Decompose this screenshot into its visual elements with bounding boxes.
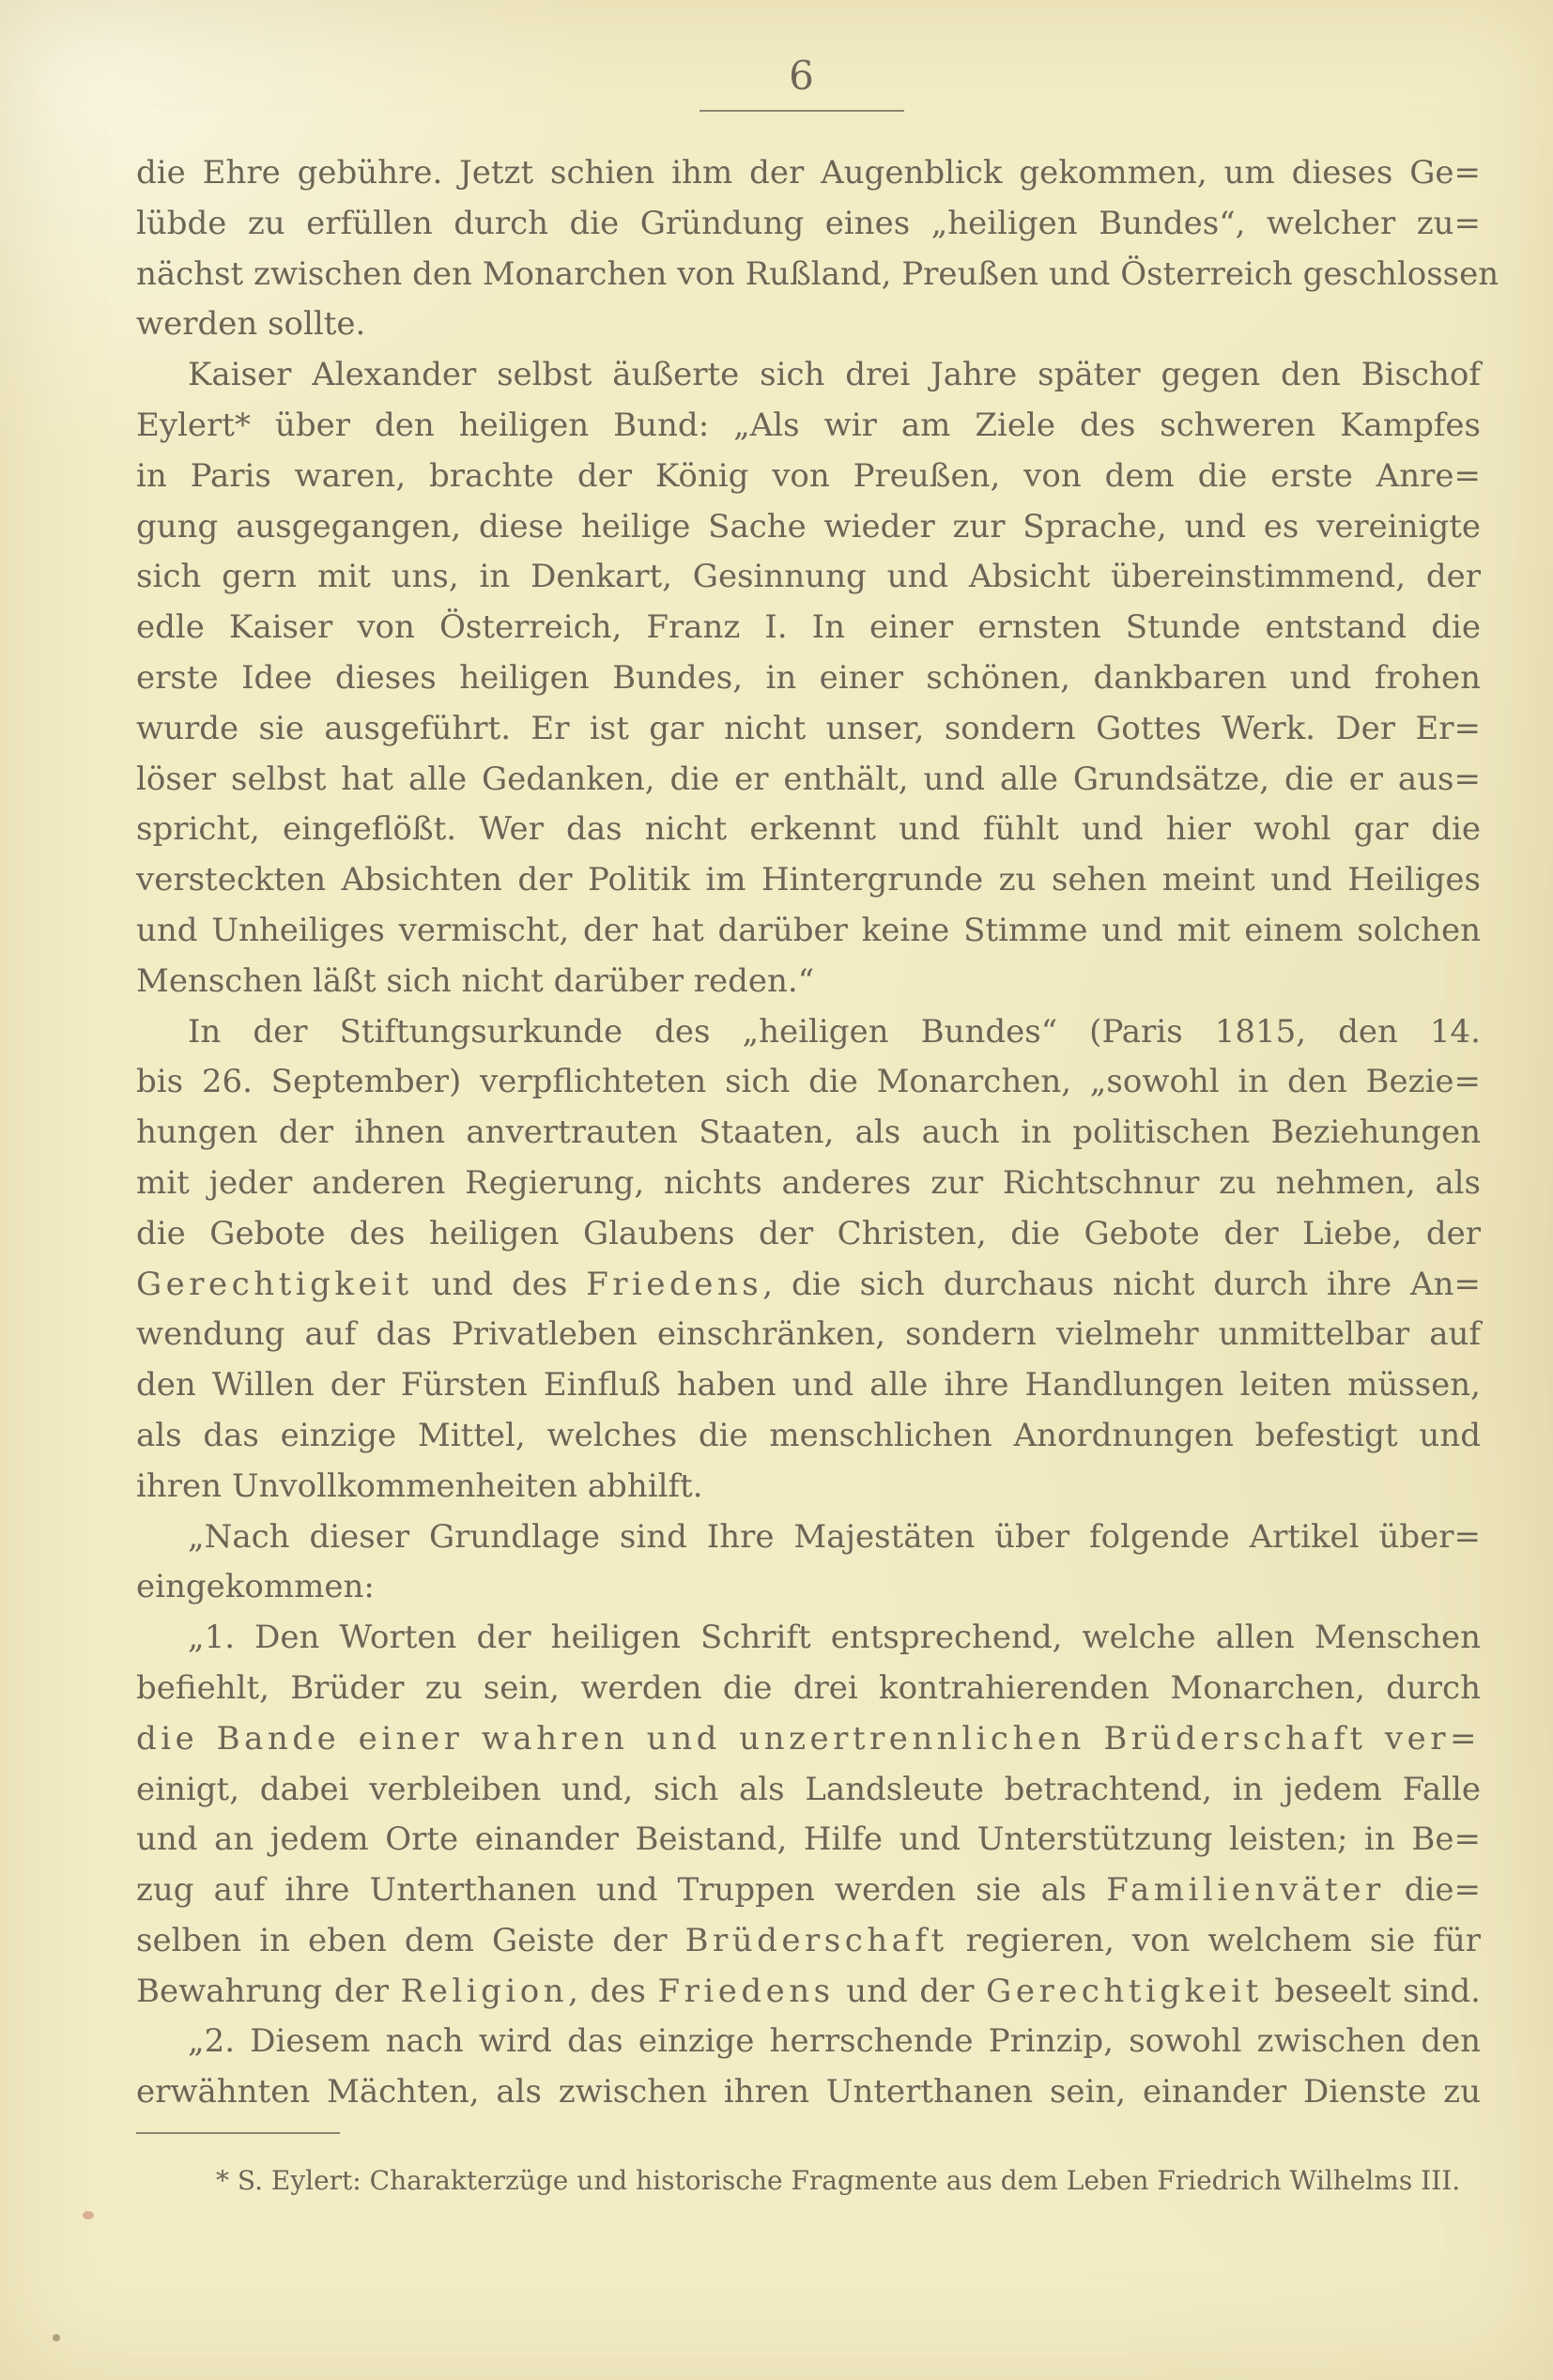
text-line <box>136 1815 1481 1866</box>
text-line <box>136 350 1481 401</box>
text-line <box>136 1159 1481 1209</box>
text-line <box>136 1108 1481 1159</box>
text-segment: , des <box>568 1972 658 2010</box>
text-segment: „Nach dieser Grundlage sind Ihre Majestäten über folgende Artikel über= <box>188 1517 1481 1556</box>
text-line <box>136 299 1481 350</box>
text-line <box>136 552 1481 603</box>
text-segment: versteckten Absichten der Politik im Hintergrunde zu sehen meint und Heiliges <box>136 861 1481 899</box>
text-line <box>136 1360 1481 1411</box>
text-line <box>136 1057 1481 1108</box>
text-segment: die= <box>1384 1871 1481 1910</box>
text-segment: werden sollte. <box>136 305 366 344</box>
text-line <box>136 1613 1481 1664</box>
text-line <box>136 250 1499 300</box>
text-segment: Kaiser Alexander selbst äußerte sich drei Jahre später gegen den Bischof <box>188 356 1481 394</box>
text-segment: In der Stiftungsurkunde des „heiligen Bundes“ (Paris 1815, den 14. <box>188 1012 1481 1051</box>
text-segment: eingekommen: <box>136 1568 375 1606</box>
text-segment: in Paris waren, brachte der König von Preußen, von dem die erste Anre= <box>136 456 1481 495</box>
text-segment: edle Kaiser von Österreich, Franz I. In einer ernsten Stunde entstand die <box>136 608 1481 647</box>
text-segment: die Gebote des heiligen Glaubens der Christen, die Gebote der Liebe, der <box>136 1214 1481 1252</box>
emphasized-text: Friedens <box>657 1972 835 2010</box>
text-segment: als das einzige Mittel, welches die menschlichen Anordnungen befestigt und <box>136 1416 1481 1454</box>
text-segment: und Unheiliges vermischt, der hat darüber keine Stimme und mit einem solchen <box>136 911 1481 949</box>
text-line <box>136 1310 1481 1360</box>
text-segment: bis 26. September) verpflichteten sich die Monarchen, „sowohl in den Bezie= <box>136 1063 1481 1101</box>
text-segment: löser selbst hat alle Gedanken, die er enthält, und alle Grundsätze, die er aus= <box>136 760 1481 798</box>
text-segment: ihren Unvollkommenheiten abhilft. <box>136 1466 703 1505</box>
text-line <box>136 704 1481 755</box>
page-number-rule <box>700 110 904 112</box>
emphasized-text: Gerechtigkeit <box>986 1972 1263 2010</box>
text-line <box>136 502 1481 553</box>
text-line <box>136 2067 1481 2118</box>
text-segment: erste Idee dieses heiligen Bundes, in einer schönen, dankbaren und frohen <box>136 658 1481 697</box>
text-line <box>136 1260 1481 1311</box>
text-segment: beseelt sind. <box>1262 1972 1481 2010</box>
text-line <box>136 755 1481 806</box>
text-segment: und des <box>412 1265 587 1303</box>
text-segment: mit jeder anderen Regierung, nichts anderes zur Richtschnur zu nehmen, als <box>136 1163 1481 1202</box>
page-number: 6 <box>789 53 815 99</box>
text-segment: Menschen läßt sich nicht darüber reden.“ <box>136 961 815 1000</box>
text-line <box>136 1562 1481 1613</box>
text-segment: regieren, von welchem sie für <box>947 1921 1481 1959</box>
paper-speck <box>53 2334 60 2342</box>
text-line <box>136 1967 1481 2018</box>
emphasized-text: Brüderschaft <box>684 1921 948 1959</box>
text-segment: befiehlt, Brüder zu sein, werden die drei kontrahierenden Monarchen, durch <box>136 1668 1481 1707</box>
text-line <box>136 2017 1481 2067</box>
emphasized-text: Religion <box>400 1972 569 2010</box>
text-segment: gung ausgegangen, diese heilige Sache wieder zur Sprache, und es vereinigte <box>136 507 1481 545</box>
emphasized-text: die Bande einer wahren und unzertrennlichen Brüderschaft ver= <box>136 1719 1481 1758</box>
text-segment: wurde sie ausgeführt. Er ist gar nicht unser, sondern Gottes Werk. Der Er= <box>136 709 1481 747</box>
text-line <box>136 1664 1481 1714</box>
text-segment: erwähnten Mächten, als zwischen ihren Unterthanen sein, einander Dienste zu <box>136 2073 1481 2111</box>
text-segment: selben in eben dem Geiste der <box>136 1921 685 1959</box>
text-line <box>136 805 1481 855</box>
text-line <box>136 1866 1481 1916</box>
text-line <box>136 957 1481 1007</box>
text-segment: spricht, eingeflößt. Wer das nicht erkennt und fühlt und hier wohl gar die <box>136 810 1481 849</box>
text-line <box>136 452 1481 502</box>
text-line <box>136 1209 1481 1260</box>
text-segment: hungen der ihnen anvertrauten Staaten, als auch in politischen Beziehungen <box>136 1113 1481 1152</box>
text-line <box>136 401 1481 452</box>
text-line <box>136 1916 1481 1967</box>
text-segment: und an jedem Orte einander Beistand, Hilfe und Unterstützung leisten; in Be= <box>136 1820 1481 1859</box>
emphasized-text: Friedens <box>586 1265 763 1303</box>
text-segment: den Willen der Fürsten Einfluß haben und alle ihre Handlungen leiten müssen, <box>136 1366 1481 1405</box>
text-segment: , die sich durchaus nicht durch ihre An= <box>762 1265 1481 1303</box>
text-segment: die Ehre gebühre. Jetzt schien ihm der Augenblick gekommen, um dieses Ge= <box>136 154 1481 192</box>
text-segment: einigt, dabei verbleiben und, sich als Landsleute betrachtend, in jedem Falle <box>136 1770 1481 1808</box>
text-line <box>136 855 1481 906</box>
text-line <box>136 1714 1481 1765</box>
text-segment: zug auf ihre Unterthanen und Truppen werden sie als <box>136 1871 1107 1910</box>
text-segment: Eylert* über den heiligen Bund: „Als wir am Ziele des schweren Kampfes <box>136 406 1481 444</box>
text-line <box>136 199 1481 250</box>
text-segment: sich gern mit uns, in Denkart, Gesinnung und Absicht übereinstimmend, der <box>136 558 1481 596</box>
paper-speck <box>83 2211 94 2219</box>
text-segment: nächst zwischen den Monarchen von Rußland, Preußen und Österreich geschlossen <box>136 254 1499 293</box>
text-line <box>136 1007 1481 1058</box>
text-line <box>136 148 1481 199</box>
text-segment: „2. Diesem nach wird das einzige herrschende Prinzip, sowohl zwischen den <box>188 2022 1481 2061</box>
emphasized-text: Familienväter <box>1106 1871 1385 1910</box>
page-text <box>136 148 1499 2118</box>
emphasized-text: Gerechtigkeit <box>136 1265 413 1303</box>
text-segment: wendung auf das Privatleben einschränken, sondern vielmehr unmittelbar auf <box>136 1315 1481 1354</box>
text-line <box>136 1512 1481 1563</box>
text-segment: lübde zu erfüllen durch die Gründung eines „heiligen Bundes“, welcher zu= <box>136 204 1481 242</box>
text-line <box>136 1411 1481 1462</box>
text-segment: Bewahrung der <box>136 1972 401 2010</box>
text-line <box>136 906 1481 957</box>
text-line <box>136 1462 1481 1512</box>
text-line <box>136 1765 1481 1816</box>
footnote-rule <box>136 2132 340 2134</box>
text-line <box>136 603 1481 653</box>
text-line <box>136 653 1481 704</box>
footnote: * S. Eylert: Charakterzüge und historische Fragmente aus dem Leben Friedrich Wilhelms III. <box>216 2165 1461 2196</box>
text-segment: und der <box>834 1972 987 2010</box>
text-segment: „1. Den Worten der heiligen Schrift entsprechend, welche allen Menschen <box>188 1619 1481 1657</box>
